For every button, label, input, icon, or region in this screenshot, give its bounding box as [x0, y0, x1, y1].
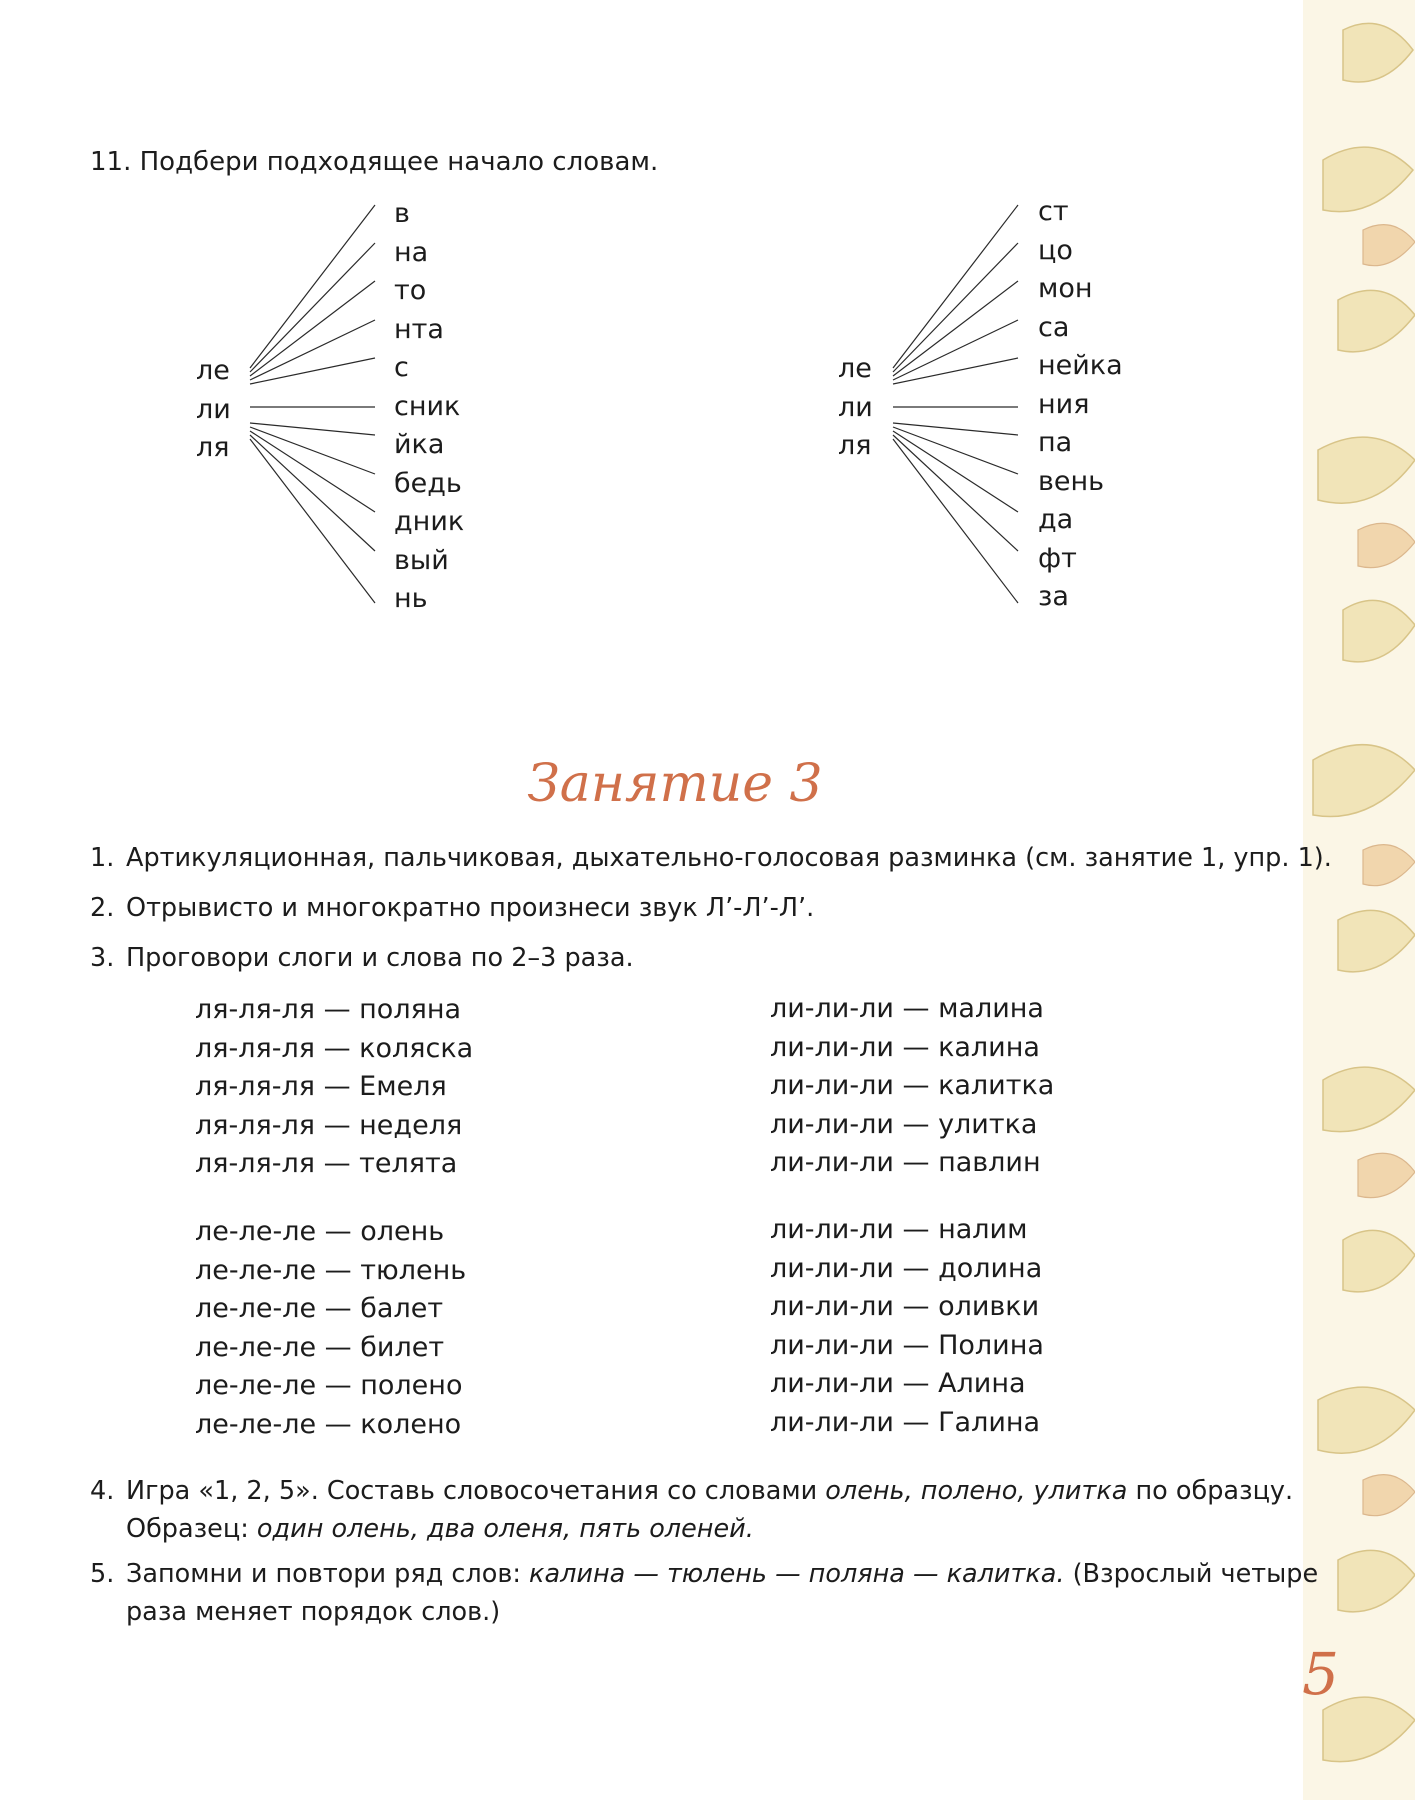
syllable-column-left — [196, 352, 231, 468]
word-ending: вый — [394, 544, 449, 576]
pair-line: ля-ля-ля — поляна — [195, 994, 462, 1025]
word-ending: с — [394, 352, 409, 383]
word-match-diagram-right — [793, 195, 1153, 625]
lesson-item-3 — [90, 940, 634, 976]
sample-text: один олень, два оленя, пять оленей. — [256, 1514, 754, 1544]
word-ending: ния — [1038, 388, 1090, 420]
item-text: Артикуляционная, пальчиковая, дыхательно-голосовая разминка (см. занятие 1, упр. 1). — [126, 843, 1332, 873]
pair-line: ле-ле-ле — тюлень — [195, 1254, 467, 1286]
pair-line: ле-ле-ле — колено — [195, 1408, 462, 1440]
pairs-right-group-1 — [770, 990, 1054, 1183]
lesson-item-2 — [90, 890, 814, 926]
pair-line: ли-ли-ли — калитка — [770, 1070, 1055, 1102]
lesson-item-1 — [90, 840, 1332, 876]
syllable: ли — [838, 391, 873, 423]
syllable: ле — [196, 355, 230, 386]
exercise-11-title: 11. Подбери подходящее начало словам. — [90, 147, 659, 177]
item-words: калина — тюлень — поляна — калитка. — [529, 1559, 1065, 1589]
pair-line: ля-ля-ля — телята — [195, 1148, 458, 1180]
item-text: Запомни и повтори ряд слов: — [126, 1559, 530, 1589]
syllable-column-right — [838, 350, 873, 466]
word-ending: на — [394, 236, 429, 268]
pair-line: ли-ли-ли — Алина — [770, 1368, 1026, 1400]
item-number: 3. — [90, 943, 115, 973]
pair-line: ле-ле-ле — полено — [195, 1370, 463, 1402]
item-text: Игра «1, 2, 5». Составь словосочетания со словами — [126, 1476, 826, 1506]
word-ending: за — [1038, 581, 1069, 612]
ending-column-right — [1038, 193, 1123, 617]
sample-label: Образец: — [126, 1514, 257, 1544]
item-text-line2: раза меняет порядок слов.) — [126, 1597, 501, 1627]
pair-line: ля-ля-ля — коляска — [195, 1032, 474, 1064]
word-ending: нейка — [1038, 350, 1123, 381]
leaf-border-decoration — [1303, 0, 1415, 1800]
item-number: 5. — [90, 1559, 115, 1589]
pair-line: ли-ли-ли — калина — [770, 1031, 1040, 1063]
item-text-end: по образцу. — [1127, 1476, 1294, 1506]
pair-line: ли-ли-ли — малина — [770, 993, 1044, 1024]
word-ending: то — [394, 275, 427, 306]
word-ending: па — [1038, 427, 1073, 458]
syllable: ли — [196, 393, 231, 425]
syllable: ля — [838, 430, 872, 461]
word-ending: фт — [1038, 542, 1077, 574]
item-number: 1. — [90, 843, 115, 873]
lesson-item-5 — [90, 1555, 1318, 1631]
pair-line: ли-ли-ли — долина — [770, 1252, 1043, 1284]
word-ending: да — [1038, 504, 1074, 535]
pairs-right-group-2 — [770, 1211, 1044, 1443]
pair-line: ля-ля-ля — Емеля — [195, 1071, 447, 1103]
ending-column-left — [394, 195, 464, 619]
pair-line: ле-ле-ле — олень — [195, 1216, 445, 1247]
lesson-title: Занятие 3 — [527, 754, 823, 814]
pair-line: ли-ли-ли — Полина — [770, 1329, 1044, 1361]
pair-line: ли-ли-ли — улитка — [770, 1108, 1038, 1140]
word-ending: нта — [394, 313, 444, 345]
pair-line: ли-ли-ли — налим — [770, 1214, 1028, 1245]
item-words: олень, полено, улитка — [825, 1476, 1128, 1506]
pair-line: ли-ли-ли — Галина — [770, 1406, 1041, 1438]
word-ending: в — [394, 198, 410, 229]
page-number: 5 — [1302, 1640, 1339, 1708]
word-ending: нь — [394, 583, 428, 614]
word-ending: цо — [1038, 234, 1073, 266]
pair-line: ле-ле-ле — балет — [195, 1293, 444, 1325]
item-number: 2. — [90, 893, 115, 923]
pairs-left-group-2 — [195, 1213, 466, 1445]
word-ending: йка — [394, 429, 445, 460]
syllable: ле — [838, 353, 872, 384]
item-text: Отрывисто и многократно произнеси звук Л’-Л’-Л’. — [126, 893, 815, 923]
word-ending: бедь — [394, 467, 462, 499]
pair-line: ля-ля-ля — неделя — [195, 1109, 463, 1141]
lesson-item-4 — [90, 1472, 1293, 1548]
item-number: 4. — [90, 1476, 115, 1506]
word-ending: мон — [1038, 273, 1093, 304]
item-text-end: (Взрослый четыре — [1064, 1559, 1319, 1589]
pairs-left-group-1 — [195, 991, 473, 1184]
word-ending: дник — [394, 506, 465, 537]
pair-line: ли-ли-ли — оливки — [770, 1291, 1040, 1323]
word-ending: вень — [1038, 465, 1105, 497]
pair-line: ле-ле-ле — билет — [195, 1331, 445, 1363]
word-ending: са — [1038, 311, 1070, 343]
word-match-diagram-left — [150, 195, 510, 625]
word-ending: сник — [394, 390, 461, 422]
word-ending: ст — [1038, 196, 1069, 227]
pair-line: ли-ли-ли — павлин — [770, 1147, 1041, 1179]
syllable: ля — [196, 432, 230, 463]
item-text: Проговори слоги и слова по 2–3 раза. — [126, 943, 634, 973]
